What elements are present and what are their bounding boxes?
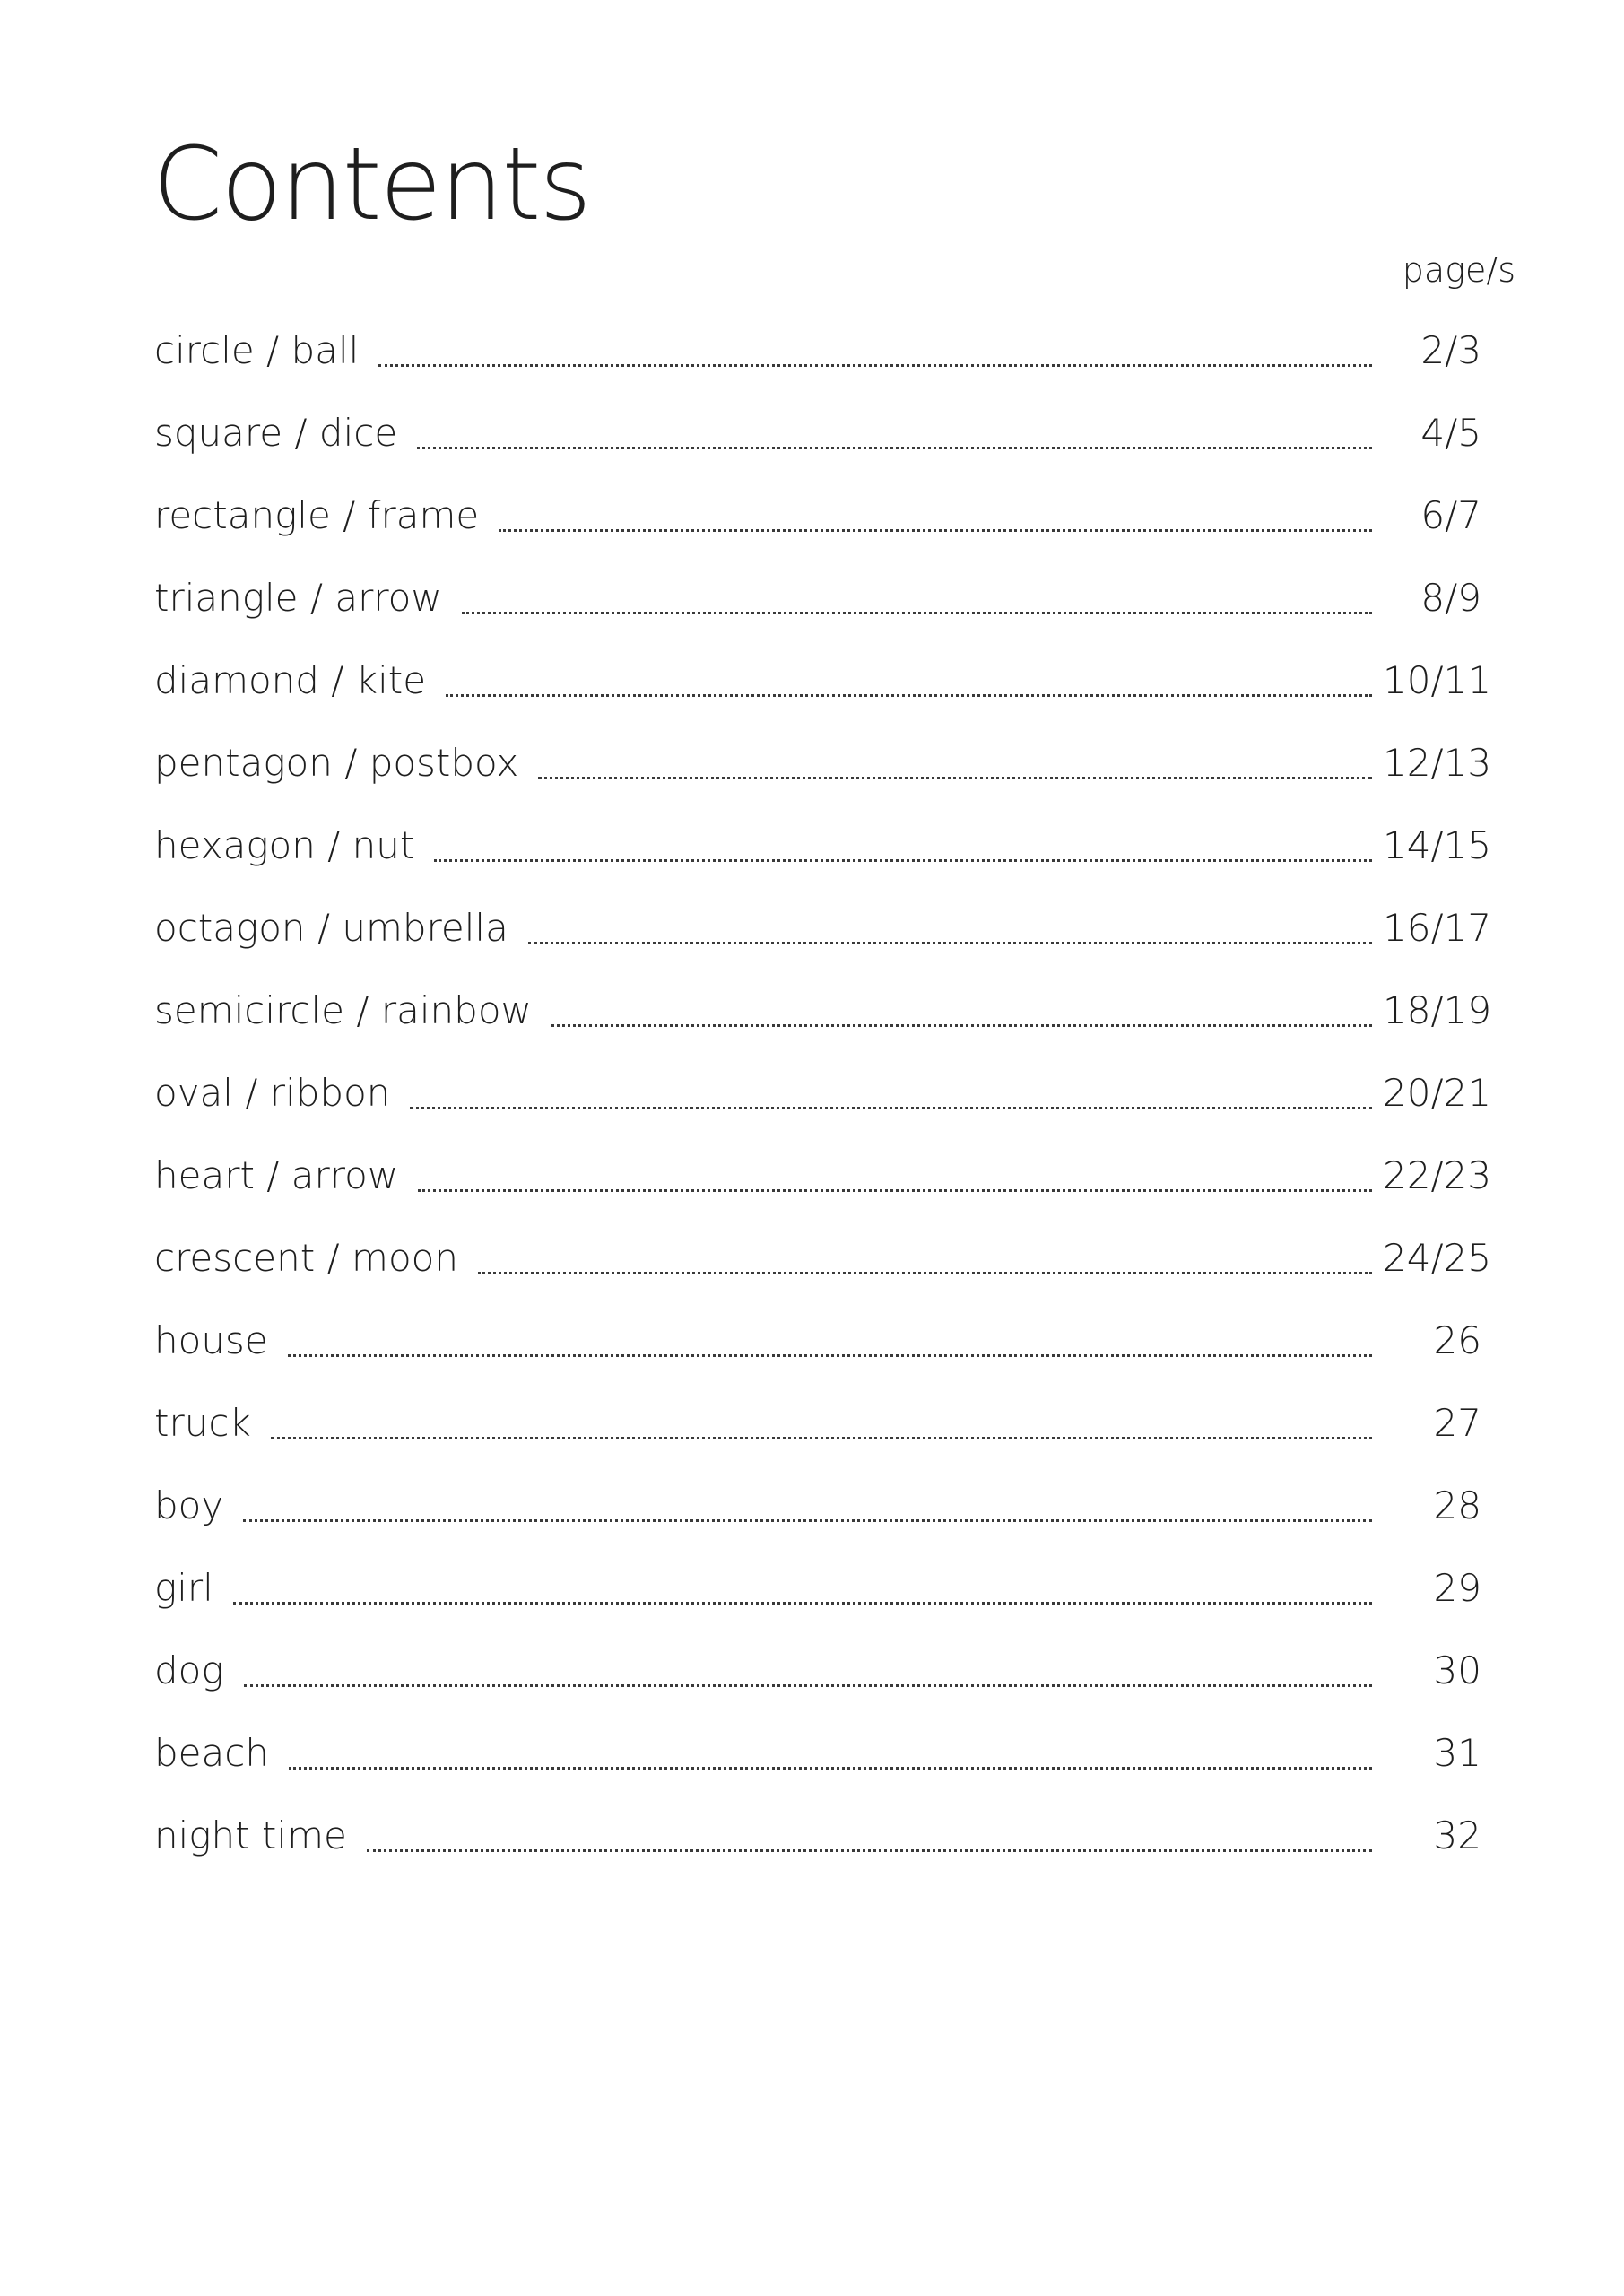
toc-entry-page: 18/19	[1383, 988, 1492, 1032]
toc-entry-label: semicircle / rainbow	[154, 988, 532, 1032]
dot-leader	[528, 942, 1372, 944]
toc-entry-page: 28	[1433, 1483, 1481, 1527]
toc-entry	[154, 328, 1481, 414]
toc-entry	[154, 1153, 1492, 1239]
toc-entry-label: truck	[154, 1401, 251, 1445]
dot-leader	[434, 859, 1372, 862]
toc-entry-page: 14/15	[1383, 823, 1492, 867]
toc-entry-page: 30	[1433, 1648, 1481, 1692]
dot-leader	[418, 1189, 1372, 1192]
toc-entry-label: hexagon / nut	[154, 823, 415, 867]
dot-leader	[367, 1849, 1372, 1852]
dot-leader	[478, 1272, 1372, 1274]
toc-entry-page: 20/21	[1383, 1071, 1492, 1115]
toc-entry-label: dog	[154, 1648, 224, 1692]
toc-entry	[154, 988, 1492, 1074]
toc-entry-label: octagon / umbrella	[154, 906, 508, 950]
toc-entry-page: 8/9	[1420, 576, 1481, 620]
toc-entry-label: girl	[154, 1566, 213, 1610]
dot-leader	[499, 529, 1372, 532]
toc-entry	[154, 1318, 1481, 1405]
toc-entry	[154, 1731, 1481, 1817]
toc-entry-page: 12/13	[1383, 741, 1492, 785]
toc-entry-label: triangle / arrow	[154, 576, 442, 620]
toc-entry-label: boy	[154, 1483, 224, 1527]
dot-leader	[378, 364, 1372, 367]
toc-entry-page: 32	[1433, 1813, 1481, 1857]
dot-leader	[446, 694, 1372, 697]
toc-entry-page: 29	[1433, 1566, 1481, 1610]
dot-leader	[538, 777, 1372, 779]
table-of-contents	[154, 328, 1492, 1900]
toc-entry-page: 31	[1433, 1731, 1481, 1775]
toc-entry-label: circle / ball	[154, 328, 360, 372]
dot-leader	[551, 1024, 1372, 1027]
toc-entry	[154, 1648, 1481, 1735]
toc-entry	[154, 1401, 1481, 1487]
toc-entry-label: rectangle / frame	[154, 493, 480, 537]
dot-leader	[462, 612, 1372, 614]
toc-entry-label: house	[154, 1318, 268, 1362]
toc-entry	[154, 741, 1492, 827]
toc-entry-page: 4/5	[1420, 411, 1481, 455]
toc-entry	[154, 1813, 1481, 1900]
toc-entry-label: crescent / moon	[154, 1236, 458, 1280]
toc-entry-label: pentagon / postbox	[154, 741, 519, 785]
toc-entry-page: 6/7	[1420, 493, 1481, 537]
toc-entry-label: square / dice	[154, 411, 398, 455]
toc-entry-page: 24/25	[1383, 1236, 1492, 1280]
dot-leader	[417, 447, 1372, 449]
toc-entry	[154, 493, 1481, 579]
dot-leader	[233, 1602, 1372, 1605]
toc-entry	[154, 1236, 1492, 1322]
toc-entry	[154, 411, 1481, 497]
dot-leader	[243, 1519, 1372, 1522]
toc-entry	[154, 658, 1492, 744]
toc-entry	[154, 1071, 1492, 1157]
toc-entry-page: 16/17	[1383, 906, 1492, 950]
toc-entry-page: 2/3	[1420, 328, 1481, 372]
page-title: Contents	[152, 126, 590, 243]
toc-entry-page: 10/11	[1383, 658, 1492, 702]
dot-leader	[289, 1767, 1372, 1770]
toc-entry-label: oval / ribbon	[154, 1071, 391, 1115]
pages-column-header: page/s	[1402, 250, 1515, 290]
toc-entry	[154, 1483, 1481, 1570]
dot-leader	[288, 1354, 1372, 1357]
toc-entry-label: night time	[154, 1813, 347, 1857]
toc-entry-label: heart / arrow	[154, 1153, 399, 1197]
toc-entry-page: 26	[1433, 1318, 1481, 1362]
toc-entry	[154, 576, 1481, 662]
toc-entry-label: diamond / kite	[154, 658, 427, 702]
toc-entry	[154, 823, 1492, 909]
toc-entry-page: 27	[1433, 1401, 1481, 1445]
toc-entry-label: beach	[154, 1731, 269, 1775]
toc-entry	[154, 1566, 1481, 1652]
dot-leader	[410, 1107, 1372, 1109]
dot-leader	[244, 1684, 1372, 1687]
toc-entry	[154, 906, 1492, 992]
dot-leader	[271, 1437, 1372, 1439]
toc-entry-page: 22/23	[1383, 1153, 1492, 1197]
